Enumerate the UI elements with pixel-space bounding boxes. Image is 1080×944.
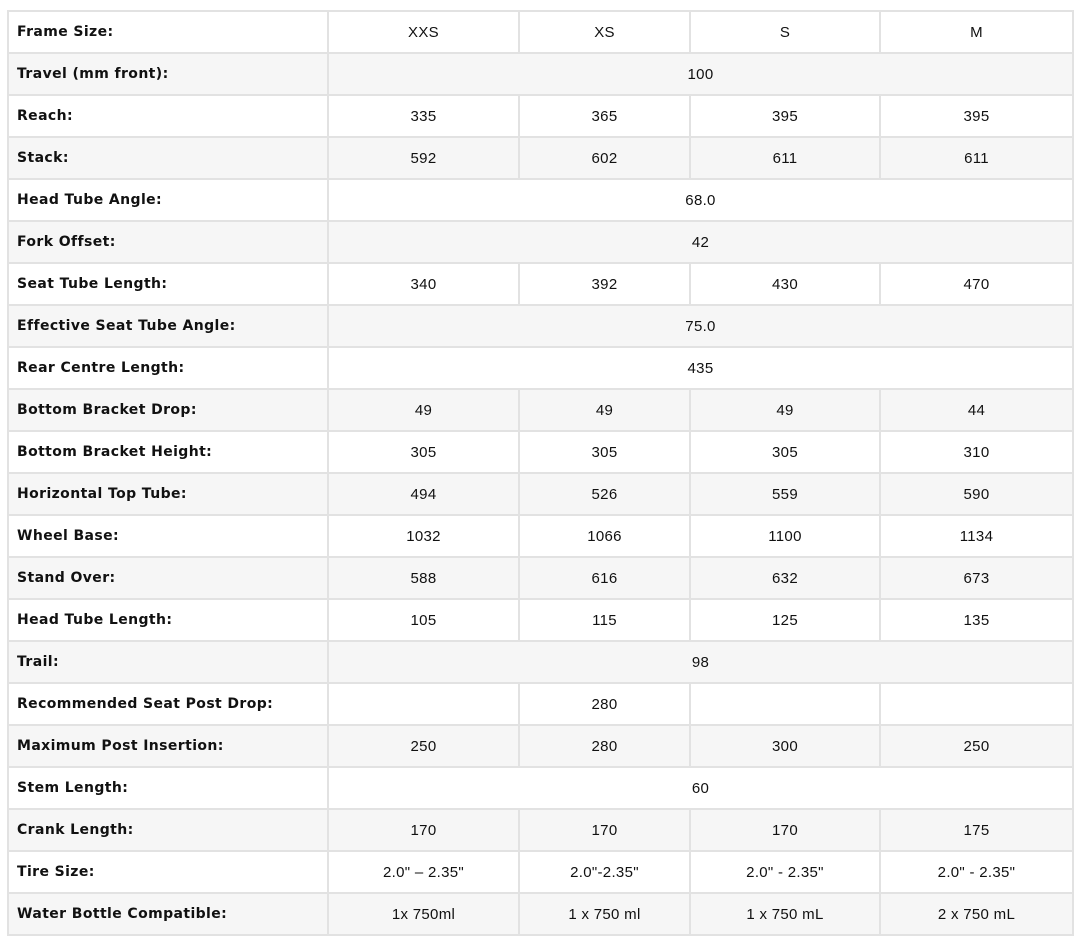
table-row <box>8 641 1073 683</box>
table-row <box>8 893 1073 935</box>
row-label: Wheel Base: <box>8 515 328 557</box>
table-cell: 611 <box>690 137 880 179</box>
table-cell <box>328 683 519 725</box>
table-cell: 335 <box>328 95 519 137</box>
table-row <box>8 725 1073 767</box>
table-cell: 673 <box>880 557 1073 599</box>
table-cell: 305 <box>519 431 690 473</box>
table-row <box>8 851 1073 893</box>
row-label: Tire Size: <box>8 851 328 893</box>
table-cell: 2.0" – 2.35" <box>328 851 519 893</box>
table-cell: 98 <box>328 641 1073 683</box>
table-cell: 305 <box>690 431 880 473</box>
table-cell: 494 <box>328 473 519 515</box>
table-cell: 175 <box>880 809 1073 851</box>
row-label: Stand Over: <box>8 557 328 599</box>
row-label: Stack: <box>8 137 328 179</box>
table-cell: 1 x 750 mL <box>690 893 880 935</box>
table-cell: 592 <box>328 137 519 179</box>
table-cell: 611 <box>880 137 1073 179</box>
table-row <box>8 137 1073 179</box>
table-row <box>8 347 1073 389</box>
table-cell: 68.0 <box>328 179 1073 221</box>
table-cell: 125 <box>690 599 880 641</box>
table-cell: 44 <box>880 389 1073 431</box>
table-cell: 2 x 750 mL <box>880 893 1073 935</box>
row-label: Reach: <box>8 95 328 137</box>
row-label: Crank Length: <box>8 809 328 851</box>
table-cell: 75.0 <box>328 305 1073 347</box>
row-label: Rear Centre Length: <box>8 347 328 389</box>
row-label: Maximum Post Insertion: <box>8 725 328 767</box>
size-header-m: M <box>880 11 1073 53</box>
table-cell: 365 <box>519 95 690 137</box>
table-cell: 1 x 750 ml <box>519 893 690 935</box>
table-cell: 49 <box>519 389 690 431</box>
row-label: Bottom Bracket Height: <box>8 431 328 473</box>
size-header-xxs: XXS <box>328 11 519 53</box>
table-cell: 2.0" - 2.35" <box>880 851 1073 893</box>
table-cell: 1032 <box>328 515 519 557</box>
table-cell: 2.0" - 2.35" <box>690 851 880 893</box>
table-row <box>8 683 1073 725</box>
table-row <box>8 179 1073 221</box>
table-cell: 1134 <box>880 515 1073 557</box>
table-cell: 2.0"-2.35" <box>519 851 690 893</box>
table-cell: 105 <box>328 599 519 641</box>
table-cell: 470 <box>880 263 1073 305</box>
table-row <box>8 263 1073 305</box>
row-label: Head Tube Angle: <box>8 179 328 221</box>
table-row <box>8 221 1073 263</box>
table-row <box>8 95 1073 137</box>
size-header-xs: XS <box>519 11 690 53</box>
row-label: Fork Offset: <box>8 221 328 263</box>
table-row <box>8 431 1073 473</box>
row-label: Seat Tube Length: <box>8 263 328 305</box>
table-cell: 280 <box>519 725 690 767</box>
table-cell: 526 <box>519 473 690 515</box>
table-cell <box>690 683 880 725</box>
table-cell: 1x 750ml <box>328 893 519 935</box>
table-cell: 250 <box>880 725 1073 767</box>
row-label: Trail: <box>8 641 328 683</box>
frame-size-label: Frame Size: <box>8 11 328 53</box>
row-label: Recommended Seat Post Drop: <box>8 683 328 725</box>
table-row <box>8 53 1073 95</box>
geometry-table <box>7 10 1074 936</box>
table-cell: 250 <box>328 725 519 767</box>
table-cell: 135 <box>880 599 1073 641</box>
table-row <box>8 515 1073 557</box>
header-row <box>8 11 1073 53</box>
table-cell: 588 <box>328 557 519 599</box>
table-cell: 559 <box>690 473 880 515</box>
table-cell: 435 <box>328 347 1073 389</box>
table-cell: 49 <box>328 389 519 431</box>
row-label: Head Tube Length: <box>8 599 328 641</box>
table-cell: 49 <box>690 389 880 431</box>
table-cell: 395 <box>880 95 1073 137</box>
row-label: Water Bottle Compatible: <box>8 893 328 935</box>
table-cell: 430 <box>690 263 880 305</box>
table-cell: 115 <box>519 599 690 641</box>
row-label: Effective Seat Tube Angle: <box>8 305 328 347</box>
table-cell: 300 <box>690 725 880 767</box>
table-cell: 170 <box>519 809 690 851</box>
table-row <box>8 599 1073 641</box>
table-cell: 305 <box>328 431 519 473</box>
table-row <box>8 557 1073 599</box>
table-cell: 60 <box>328 767 1073 809</box>
table-cell: 632 <box>690 557 880 599</box>
row-label: Bottom Bracket Drop: <box>8 389 328 431</box>
table-row <box>8 473 1073 515</box>
row-label: Travel (mm front): <box>8 53 328 95</box>
geometry-table-body <box>8 11 1073 935</box>
table-row <box>8 389 1073 431</box>
size-header-s: S <box>690 11 880 53</box>
table-cell: 1066 <box>519 515 690 557</box>
table-cell: 616 <box>519 557 690 599</box>
table-cell: 280 <box>519 683 690 725</box>
table-cell: 170 <box>690 809 880 851</box>
table-cell: 100 <box>328 53 1073 95</box>
table-cell: 1100 <box>690 515 880 557</box>
table-cell: 392 <box>519 263 690 305</box>
table-cell: 42 <box>328 221 1073 263</box>
table-cell: 395 <box>690 95 880 137</box>
table-row <box>8 767 1073 809</box>
table-cell: 170 <box>328 809 519 851</box>
row-label: Stem Length: <box>8 767 328 809</box>
table-cell: 310 <box>880 431 1073 473</box>
row-label: Horizontal Top Tube: <box>8 473 328 515</box>
table-cell: 602 <box>519 137 690 179</box>
table-cell <box>880 683 1073 725</box>
table-row <box>8 305 1073 347</box>
table-cell: 340 <box>328 263 519 305</box>
table-row <box>8 809 1073 851</box>
table-cell: 590 <box>880 473 1073 515</box>
